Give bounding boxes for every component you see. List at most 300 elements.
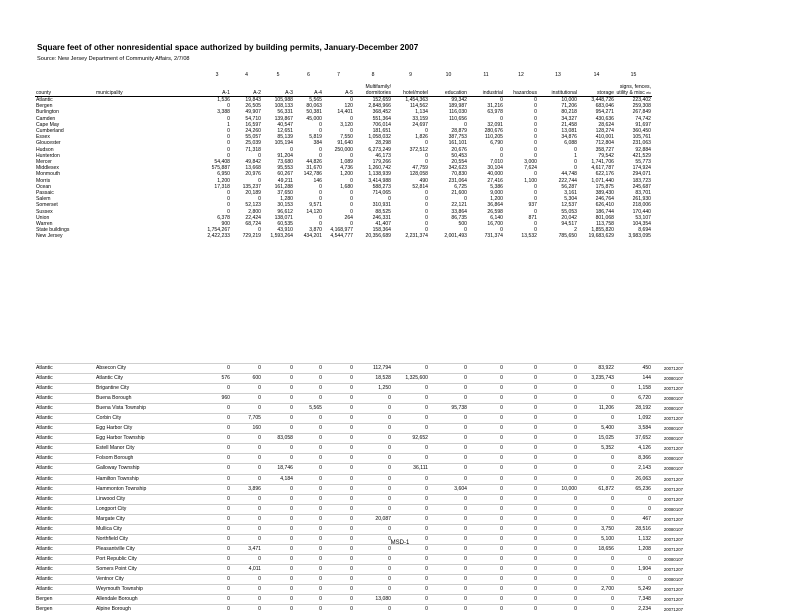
municipality-value: 20,087 <box>354 514 392 524</box>
county-value: 6,950 <box>217 171 230 178</box>
municipality-value: 0 <box>231 454 262 464</box>
county-name: Essex <box>36 134 50 141</box>
county-value: 43,910 <box>277 227 293 234</box>
county-value: 54,710 <box>245 115 261 122</box>
county-value: 731,374 <box>484 233 503 240</box>
column-number: 5 <box>276 72 280 78</box>
county-value: 0 <box>350 177 353 184</box>
municipality-value: 0 <box>538 364 578 374</box>
municipality-value: 960 <box>203 394 231 404</box>
municipality-value: 0 <box>538 504 578 514</box>
municipality-value: 0 <box>203 514 231 524</box>
municipality-value: 0 <box>538 554 578 564</box>
municipality-value: 0 <box>354 484 392 494</box>
municipality-value: 0 <box>392 514 429 524</box>
county-value: 245,687 <box>632 183 651 190</box>
municipality-value: 0 <box>203 574 231 584</box>
municipality-value: 0 <box>262 605 294 614</box>
county-value: 0 <box>227 140 230 147</box>
county-value: 0 <box>350 196 353 203</box>
county-summary-table <box>35 71 652 240</box>
municipality-value: 0 <box>429 414 468 424</box>
municipality-value: 0 <box>262 364 294 374</box>
county-value: 105,988 <box>274 97 293 103</box>
county-value: 114,562 <box>409 103 428 110</box>
municipality-value: 0 <box>231 554 262 564</box>
county-value: 13,668 <box>245 165 261 172</box>
column-number: 4 <box>245 72 248 78</box>
municipality-value: 0 <box>578 564 615 574</box>
county-name: Atlantic <box>35 524 95 534</box>
county-value: 0 <box>464 227 467 234</box>
municipality-value: 4,011 <box>231 564 262 574</box>
municipality-value: 0 <box>323 595 354 605</box>
county-value: 142,786 <box>303 171 322 178</box>
municipality-value: 0 <box>429 585 468 595</box>
municipality-value: 0 <box>323 384 354 394</box>
county-name: Atlantic <box>35 384 95 394</box>
county-value: 261,930 <box>632 196 651 203</box>
county-value: 31,670 <box>306 165 322 172</box>
municipality-value: 0 <box>231 434 262 444</box>
county-value: 20,554 <box>451 159 467 166</box>
county-value: 68,724 <box>245 221 261 228</box>
municipality-value: 0 <box>538 384 578 394</box>
municipality-value: 0 <box>504 474 538 484</box>
county-name: Atlantic <box>35 474 95 484</box>
column-number: 3 <box>215 72 219 78</box>
county-value: 6,790 <box>490 140 503 147</box>
municipality-value: 0 <box>203 544 231 554</box>
municipality-value: 1,158 <box>615 384 652 394</box>
municipality-row <box>35 474 684 484</box>
municipality-value: 0 <box>468 454 504 464</box>
county-name: Hudson <box>36 146 54 153</box>
report-date-code: 20080107 <box>652 404 684 414</box>
municipality-value: 0 <box>354 424 392 434</box>
municipality-value: 0 <box>538 434 578 444</box>
county-name: Ocean <box>36 183 52 190</box>
municipality-value: 0 <box>429 394 468 404</box>
header-a5: A-5 <box>323 79 354 97</box>
county-value: 99,342 <box>451 97 467 103</box>
county-value: 5,565 <box>309 97 322 103</box>
municipality-value: 0 <box>538 444 578 454</box>
municipality-value: 0 <box>504 524 538 534</box>
municipality-value: 144 <box>615 374 652 384</box>
header-a2: A-2 <box>231 79 262 97</box>
county-value: 231,063 <box>632 140 651 147</box>
municipality-row <box>35 585 684 595</box>
municipality-value: 0 <box>294 595 323 605</box>
municipality-value: 0 <box>504 484 538 494</box>
municipality-row <box>35 454 684 464</box>
municipality-value: 0 <box>578 384 615 394</box>
county-value: 139,867 <box>274 115 293 122</box>
municipality-value: 0 <box>504 585 538 595</box>
municipality-value: 1,325,600 <box>392 374 429 384</box>
county-value: 16,700 <box>487 221 503 228</box>
municipality-name: Mullica City <box>95 524 203 534</box>
municipality-value: 0 <box>578 454 615 464</box>
county-value: 1 <box>574 152 577 159</box>
municipality-value: 3,896 <box>231 484 262 494</box>
municipality-value: 0 <box>354 454 392 464</box>
county-value: 0 <box>227 190 230 197</box>
municipality-row <box>35 404 684 414</box>
municipality-value: 0 <box>203 534 231 544</box>
county-value: 92,884 <box>635 146 651 153</box>
municipal-table <box>35 363 684 614</box>
municipality-name: Northfield City <box>95 534 203 544</box>
column-number: 9 <box>409 72 412 78</box>
header-signs-label: signs, fences, utility & misc <box>616 84 651 96</box>
municipality-value: 0 <box>294 484 323 494</box>
report-date-code: 20071207 <box>652 494 684 504</box>
county-value: 0 <box>350 128 353 135</box>
municipality-value: 0 <box>392 585 429 595</box>
county-name: Warren <box>36 221 53 228</box>
county-value: 91,640 <box>337 140 353 147</box>
municipality-value: 0 <box>429 454 468 464</box>
county-value: 9,571 <box>309 202 322 209</box>
municipality-value: 0 <box>615 504 652 514</box>
municipality-value: 0 <box>429 424 468 434</box>
municipality-value: 0 <box>538 564 578 574</box>
municipality-value: 0 <box>323 504 354 514</box>
county-value: 44,826 <box>306 159 322 166</box>
municipality-value: 0 <box>354 434 392 444</box>
municipality-value: 0 <box>392 494 429 504</box>
county-value: 0 <box>425 214 428 221</box>
column-number-row <box>35 71 652 79</box>
county-name: New Jersey <box>36 233 63 240</box>
county-value: 0 <box>425 152 428 159</box>
municipality-value: 0 <box>392 484 429 494</box>
county-value: 0 <box>258 196 261 203</box>
county-value: 0 <box>227 152 230 159</box>
county-value: 0 <box>464 121 467 128</box>
municipality-value: 0 <box>323 414 354 424</box>
municipality-value: 0 <box>323 364 354 374</box>
municipality-value: 0 <box>538 404 578 414</box>
county-value: 20,189 <box>245 190 261 197</box>
municipality-value: 3,604 <box>429 484 468 494</box>
county-value: 0 <box>319 146 322 153</box>
report-date-code: 20071207 <box>652 595 684 605</box>
municipality-value: 0 <box>294 474 323 484</box>
municipality-name: Hammonton Township <box>95 484 203 494</box>
report-date-code: 20080107 <box>652 574 684 584</box>
municipality-value: 0 <box>262 494 294 504</box>
county-value: 0 <box>534 121 537 128</box>
county-value: 110,205 <box>484 134 503 141</box>
municipality-value: 0 <box>468 434 504 444</box>
municipality-value: 0 <box>429 474 468 484</box>
county-name: Sussex <box>36 208 53 215</box>
county-name: Cape May <box>36 121 60 128</box>
county-value: 294,071 <box>632 171 651 178</box>
municipality-value: 0 <box>468 404 504 414</box>
county-value: 1,826 <box>415 134 428 141</box>
county-value: 1,454,363 <box>405 97 428 103</box>
county-value: 26,505 <box>245 103 261 110</box>
county-value: 17,318 <box>214 183 230 190</box>
municipality-value: 0 <box>392 554 429 564</box>
municipality-value: 0 <box>429 534 468 544</box>
municipality-value: 600 <box>231 374 262 384</box>
county-value: 1,200 <box>217 177 230 184</box>
municipality-value: 0 <box>231 504 262 514</box>
municipality-value: 0 <box>578 504 615 514</box>
county-value: 25,039 <box>245 140 261 147</box>
municipality-value: 0 <box>231 534 262 544</box>
municipality-value: 0 <box>392 564 429 574</box>
county-value: 622,176 <box>595 171 614 178</box>
county-value: 490 <box>419 177 428 184</box>
county-value: 1,741,706 <box>591 159 614 166</box>
municipality-value: 0 <box>468 574 504 584</box>
municipality-value: 0 <box>538 494 578 504</box>
municipality-row <box>35 494 684 504</box>
county-value: 0 <box>227 115 230 122</box>
county-value: 175,875 <box>595 183 614 190</box>
municipality-value: 0 <box>429 595 468 605</box>
municipality-row <box>35 434 684 444</box>
county-value: 14,401 <box>337 109 353 116</box>
county-value: 0 <box>258 227 261 234</box>
municipality-value: 0 <box>262 384 294 394</box>
municipality-value: 0 <box>468 444 504 454</box>
county-value: 0 <box>534 171 537 178</box>
municipality-value: 0 <box>203 434 231 444</box>
municipality-value: 0 <box>468 534 504 544</box>
page-title: Square feet of other nonresidential space authorized by building permits, January-December 2007 <box>37 43 419 52</box>
municipality-value: 0 <box>504 574 538 584</box>
county-value: 588,273 <box>372 183 391 190</box>
county-value: 264 <box>344 214 353 221</box>
county-value: 55,053 <box>561 208 577 215</box>
municipality-value: 65,236 <box>615 484 652 494</box>
county-value: 0 <box>425 202 428 209</box>
county-value: 30,153 <box>277 202 293 209</box>
county-value: 71,206 <box>561 103 577 110</box>
municipality-value: 0 <box>392 534 429 544</box>
county-value: 0 <box>425 221 428 228</box>
county-value: 6,088 <box>564 140 577 147</box>
municipality-value: 15,025 <box>578 434 615 444</box>
header-municipality: municipality <box>95 79 203 97</box>
county-value: 183,723 <box>632 177 651 184</box>
municipality-value: 0 <box>323 434 354 444</box>
municipality-value: 0 <box>538 414 578 424</box>
municipality-value: 0 <box>615 494 652 504</box>
municipality-value: 0 <box>203 595 231 605</box>
municipality-value: 0 <box>262 454 294 464</box>
municipality-value: 0 <box>231 524 262 534</box>
municipality-value: 5,400 <box>578 424 615 434</box>
county-value: 128,058 <box>409 171 428 178</box>
county-value: 0 <box>534 196 537 203</box>
county-value: 0 <box>534 140 537 147</box>
county-name: State buildings <box>36 227 70 234</box>
county-value: 189,987 <box>448 103 467 110</box>
county-value: 86,735 <box>451 214 467 221</box>
county-value: 4,736 <box>340 165 353 172</box>
municipality-value: 0 <box>468 585 504 595</box>
municipality-value: 18,746 <box>262 464 294 474</box>
county-value: 24,260 <box>245 128 261 135</box>
municipality-value: 0 <box>262 554 294 564</box>
county-value: 56,331 <box>277 109 293 116</box>
municipality-value: 7,348 <box>615 595 652 605</box>
county-value: 152,659 <box>372 97 391 103</box>
municipality-value: 0 <box>203 424 231 434</box>
county-value: 135,237 <box>242 183 261 190</box>
county-value: 1,071,440 <box>591 177 614 184</box>
municipality-value: 0 <box>615 574 652 584</box>
municipality-name: Buena Vista Township <box>95 404 203 414</box>
county-name: Atlantic <box>35 424 95 434</box>
municipality-value: 0 <box>294 494 323 504</box>
county-value: 0 <box>350 152 353 159</box>
county-value: 91,697 <box>635 121 651 128</box>
header-storage: storage <box>578 79 615 97</box>
municipality-value: 0 <box>504 464 538 474</box>
county-value: 116,030 <box>448 109 467 116</box>
municipality-value: 0 <box>468 364 504 374</box>
municipality-value: 0 <box>392 364 429 374</box>
county-name: Atlantic <box>35 574 95 584</box>
municipality-value: 0 <box>262 414 294 424</box>
county-value: 0 <box>350 221 353 228</box>
county-value: 30,104 <box>487 165 503 172</box>
municipality-value: 0 <box>468 524 504 534</box>
municipality-value: 0 <box>262 524 294 534</box>
municipality-value: 0 <box>231 514 262 524</box>
municipality-value: 0 <box>323 394 354 404</box>
county-value: 0 <box>350 97 353 103</box>
county-value: 52,123 <box>245 202 261 209</box>
county-value: 32,091 <box>487 121 503 128</box>
municipality-value: 0 <box>578 494 615 504</box>
municipality-value: 0 <box>392 474 429 484</box>
county-value: 0 <box>534 152 537 159</box>
municipality-value: 0 <box>231 605 262 614</box>
county-value: 222,744 <box>558 177 577 184</box>
county-value: 434,201 <box>303 233 322 240</box>
municipality-value: 0 <box>323 484 354 494</box>
county-value: 85,139 <box>277 134 293 141</box>
county-row <box>35 233 652 239</box>
municipality-name: Weymouth Township <box>95 585 203 595</box>
county-value: 50,381 <box>306 109 322 116</box>
municipality-value: 0 <box>231 384 262 394</box>
report-date-code: 20080107 <box>652 454 684 464</box>
county-value: 73,680 <box>277 159 293 166</box>
municipality-value: 0 <box>323 514 354 524</box>
municipality-row <box>35 595 684 605</box>
municipality-name: Brigantine City <box>95 384 203 394</box>
county-value: 2,422,233 <box>207 233 230 240</box>
county-value: 71,318 <box>245 146 261 153</box>
municipality-value: 0 <box>323 404 354 414</box>
county-name: Atlantic <box>35 374 95 384</box>
report-date-code: 20071207 <box>652 564 684 574</box>
municipality-value: 0 <box>392 404 429 414</box>
municipality-value: 0 <box>429 514 468 524</box>
municipality-value: 0 <box>294 554 323 564</box>
municipality-value: 0 <box>578 574 615 584</box>
municipality-value: 0 <box>262 574 294 584</box>
county-value: 53,107 <box>635 214 651 221</box>
county-value: 0 <box>227 128 230 135</box>
county-value: 360,450 <box>632 128 651 135</box>
municipality-row <box>35 514 684 524</box>
county-value: 0 <box>227 196 230 203</box>
municipality-value: 0 <box>468 414 504 424</box>
municipality-value: 0 <box>231 464 262 474</box>
county-name: Atlantic <box>35 364 95 374</box>
municipality-value: 0 <box>323 424 354 434</box>
county-name: Atlantic <box>35 404 95 414</box>
county-value: 1 <box>227 121 230 128</box>
county-value: 683,046 <box>595 103 614 110</box>
county-value: 8,694 <box>638 227 651 234</box>
municipality-row <box>35 574 684 584</box>
municipality-row <box>35 484 684 494</box>
county-value: 94,517 <box>561 221 577 228</box>
municipality-value: 0 <box>203 564 231 574</box>
municipality-value: 0 <box>504 444 538 454</box>
county-value: 63,978 <box>487 109 503 116</box>
header-education: education <box>429 79 468 97</box>
municipality-value: 3,750 <box>578 524 615 534</box>
header-industrial: industrial <box>468 79 504 97</box>
county-value: 105,194 <box>274 140 293 147</box>
county-name: Atlantic <box>35 554 95 564</box>
municipality-value: 0 <box>504 394 538 404</box>
municipality-row <box>35 504 684 514</box>
municipality-value: 0 <box>354 585 392 595</box>
county-value: 46,173 <box>375 152 391 159</box>
county-name: Somerset <box>36 202 58 209</box>
county-value: 26,598 <box>487 208 503 215</box>
county-value: 161,101 <box>448 140 467 147</box>
municipality-row <box>35 384 684 394</box>
municipality-value: 0 <box>392 544 429 554</box>
county-value: 0 <box>500 97 503 103</box>
county-value: 158,364 <box>372 227 391 234</box>
county-value: 0 <box>534 134 537 141</box>
municipality-value: 0 <box>468 424 504 434</box>
municipality-value: 0 <box>262 534 294 544</box>
municipality-value: 0 <box>392 574 429 584</box>
county-name: Atlantic <box>35 534 95 544</box>
municipality-value: 28,192 <box>615 404 652 414</box>
county-value: 179,266 <box>372 159 391 166</box>
municipality-value: 467 <box>615 514 652 524</box>
municipality-value: 0 <box>323 605 354 614</box>
municipality-value: 0 <box>538 454 578 464</box>
municipality-value: 0 <box>468 544 504 554</box>
municipality-value: 0 <box>538 394 578 404</box>
county-value: 430,636 <box>595 115 614 122</box>
county-value: 24,697 <box>412 121 428 128</box>
municipality-value: 1,092 <box>615 414 652 424</box>
report-date-code: 20071207 <box>652 414 684 424</box>
county-value: 74,742 <box>635 115 651 122</box>
